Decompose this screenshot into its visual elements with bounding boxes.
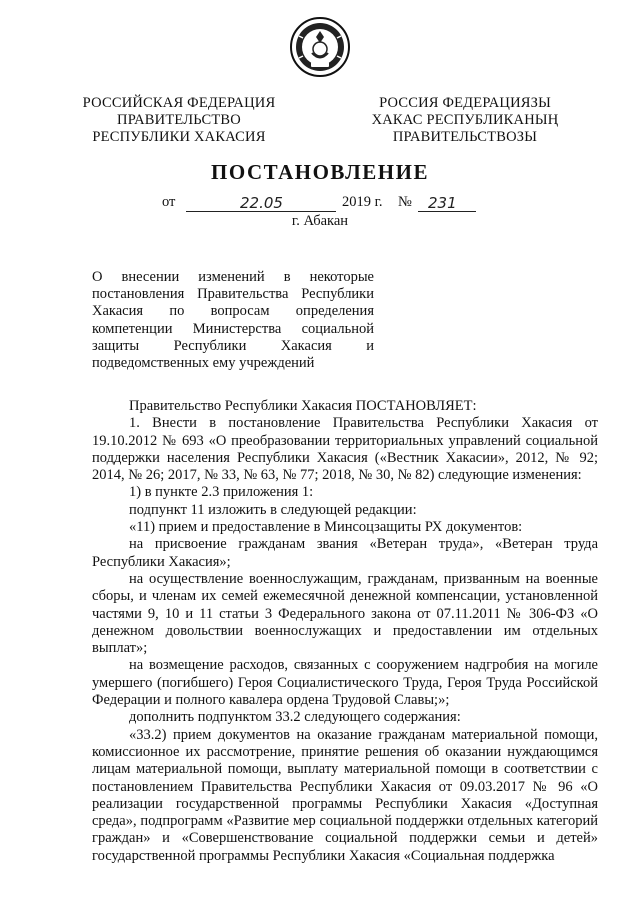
- body-paragraph: дополнить подпунктом 33.2 следующего содержания:: [129, 709, 461, 726]
- date-prefix: от: [162, 194, 176, 210]
- body-paragraph: 1) в пункте 2.3 приложения 1:: [129, 484, 314, 501]
- document-title: ПОСТАНОВЛЕНИЕ: [211, 160, 429, 184]
- subject-line: компетенции Министерства социальной: [92, 320, 374, 337]
- body-paragraph: на возмещение расходов, связанных с сооружением надгробия на могиле умершего (погибшего) Героя Социалистического Труда, Героя Труда Российской Федерации и полного кавалера ордена Трудовой Славы;»;: [92, 657, 598, 709]
- document-body: [92, 398, 598, 865]
- year-text: 2019 г.: [342, 194, 383, 210]
- header-left-russian: [59, 95, 299, 146]
- header-right-line: ХАКАС РЕСПУБЛИКАНЫҢ: [371, 112, 559, 128]
- subject-line: подведомственных ему учреждений: [92, 355, 315, 372]
- coat-of-arms-emblem: [289, 16, 351, 78]
- body-paragraph: подпункт 11 изложить в следующей редакции:: [129, 501, 417, 518]
- body-paragraph: 1. Внести в постановление Правительства Республики Хакасия от 19.10.2012 № 693 «О преобразовании территориальных управлений социальной поддержки населения Республики Хакасия («Вестник Хакасии», 2012, № 92; 2014, № 26; 2017, № 33, № 63, № 77; 2018, № 30, № 82) следующие изменения:: [92, 415, 598, 484]
- subject-line: Хакасия по вопросам определения: [92, 303, 374, 320]
- header-right-line: ПРАВИТЕЛЬСТВОЗЫ: [392, 129, 538, 145]
- city-name: г. Абакан: [291, 213, 349, 229]
- khakassia-coat-of-arms-icon: [289, 16, 351, 78]
- header-right-khakas: [345, 95, 585, 146]
- subject-line: постановления Правительства Республики: [92, 286, 374, 303]
- header-right-line: РОССИЯ ФЕДЕРАЦИЯЗЫ: [379, 95, 551, 111]
- header-left-line: ПРАВИТЕЛЬСТВО: [117, 112, 241, 128]
- body-paragraph: «33.2) прием документов на оказание гражданам материальной помощи, комиссионное их рассмотрение, принятие решения об оказании нуждающимся лицам материальной помощи, выплату материальной помощи в соответствии с постановлением Правительства Республики Хакасия от 09.03.2017 № 96 «О реализации государственной программы Республики Хакасия «Доступная среда», подпрограмм «Развитие мер социальной поддержки отдельных категорий граждан» и «Совершенствование социальной поддержки семьи и детей» государственной программы Республики Хакасия «Социальная поддержка: [92, 726, 598, 864]
- body-paragraph: «11) прием и предоставление в Минсоцзащиты РХ документов:: [129, 519, 523, 536]
- body-paragraph: Правительство Республики Хакасия ПОСТАНОВЛЯЕТ:: [129, 398, 477, 414]
- subject-line: защиты Республики Хакасия и: [92, 337, 374, 354]
- date-handwritten: 22.05: [240, 194, 283, 212]
- number-label: №: [398, 194, 412, 210]
- number-handwritten: 231: [428, 194, 457, 212]
- header-left-line: РОССИЙСКАЯ ФЕДЕРАЦИЯ: [82, 95, 276, 111]
- body-paragraph: на присвоение гражданам звания «Ветеран труда», «Ветеран труда Республики Хакасия»;: [92, 536, 598, 570]
- header-left-line: РЕСПУБЛИКИ ХАКАСИЯ: [92, 129, 266, 145]
- document-subject: [92, 269, 374, 372]
- date-number-line: [162, 194, 492, 214]
- body-paragraph: на осуществление военнослужащим, гражданам, призванным на военные сборы, и членам их семей ежемесячной денежной компенсации, установленной частями 9, 10 и 11 статьи 3 Федерального закона от 07.11.2011 № 306-ФЗ «О денежном довольствии военнослужащих и предоставлении им отдельных выплат»;: [92, 570, 598, 657]
- subject-line: О внесении изменений в некоторые: [92, 269, 374, 285]
